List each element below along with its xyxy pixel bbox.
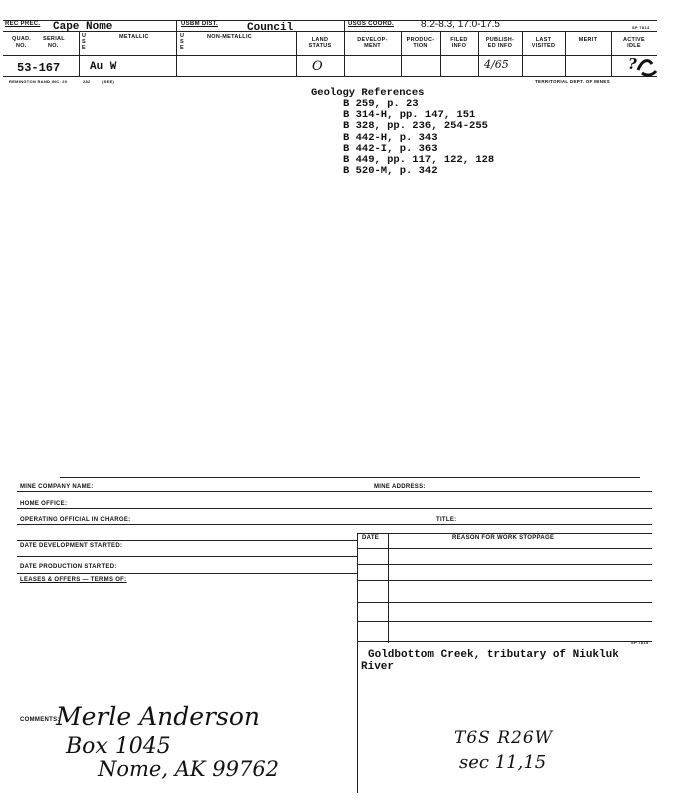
land-status-value: O xyxy=(312,59,323,74)
reason-label: REASON FOR WORK STOPPAGE xyxy=(452,535,555,541)
active-idle-mark xyxy=(636,56,658,78)
published-info-value: 4/65 xyxy=(484,58,509,71)
geology-title: Geology References xyxy=(311,87,425,99)
geology-ref: B 314-H, pp. 147, 151 xyxy=(343,109,476,122)
title-label: TITLE: xyxy=(436,517,457,523)
usgs-coord-label: USGS COORD. xyxy=(348,21,394,27)
form-number-top: SP 7814 xyxy=(632,25,650,30)
usbm-dist-label: USBM DIST. xyxy=(181,21,219,27)
active-idle-value: ? xyxy=(628,55,637,73)
metallic-value: Au W xyxy=(90,61,117,73)
last-visited-label: LAST VISITED xyxy=(531,37,556,49)
date-col-label: DATE xyxy=(362,535,380,541)
development-label: DEVELOP- MENT xyxy=(357,37,388,49)
geology-ref-list xyxy=(343,99,494,177)
mine-address-label: MINE ADDRESS: xyxy=(374,484,426,490)
geology-ref: B 520-M, p. 342 xyxy=(343,165,438,178)
handwritten-city: Nome, AK 99762 xyxy=(98,757,280,781)
location-line-1: Goldbottom Creek, tributary of Niukluk xyxy=(368,649,619,661)
geology-ref: B 259, p. 23 xyxy=(343,98,419,110)
land-status-label: LAND STATUS xyxy=(308,37,332,49)
use-letter-e-2: E xyxy=(180,45,184,51)
geology-ref: B 328, pp. 236, 254-255 xyxy=(343,120,488,133)
handwritten-name: Merle Anderson xyxy=(56,702,260,731)
comments-label: COMMENTS: xyxy=(20,717,60,723)
operating-official-label: OPERATING OFFICIAL IN CHARGE: xyxy=(20,517,131,523)
handwritten-township: T6S R26W xyxy=(454,728,554,748)
location-line-2: River xyxy=(361,661,395,673)
date-production-label: DATE PRODUCTION STARTED: xyxy=(20,564,117,570)
quad-no-label: NO. xyxy=(16,43,27,49)
printer-label: REMINGTON RAND INC. 20 xyxy=(9,79,68,84)
geology-ref: B 449, pp. 117, 122, 128 xyxy=(343,154,495,167)
usbm-dist-value: Council xyxy=(247,22,294,34)
rec-prec-label: REC PREC. xyxy=(5,21,41,27)
territorial-dept-label: TERRITORIAL DEPT. OF MINES xyxy=(535,79,610,84)
use-letter-s: S xyxy=(82,39,86,45)
use-letter-u-2: U xyxy=(180,33,185,39)
printer-code-2: (SEE) xyxy=(102,79,115,84)
leases-label: LEASES & OFFERS — TERMS OF: xyxy=(20,577,127,583)
serial-label: SERIAL xyxy=(43,36,65,42)
serial-no-label: NO. xyxy=(48,43,59,49)
non-metallic-label: NON-METALLIC xyxy=(207,34,253,40)
use-letter-s-2: S xyxy=(180,39,184,45)
filed-info-label: FILED INFO xyxy=(450,37,468,49)
metallic-label: METALLIC xyxy=(119,34,149,40)
published-info-label: PUBLISH- ED INFO xyxy=(485,37,515,49)
quad-label: QUAD. xyxy=(12,36,32,42)
handwritten-sections: sec 11,15 xyxy=(459,752,547,773)
use-letter-u: U xyxy=(82,33,87,39)
active-idle-label: ACTIVE IDLE xyxy=(623,37,645,49)
usgs-coord-value: 8.2-8.3, 17.0-17.5 xyxy=(421,19,500,30)
geology-ref: B 442-I, p. 363 xyxy=(343,142,438,155)
production-label: PRODUC- TION xyxy=(406,37,435,49)
use-letter-e: E xyxy=(82,45,86,51)
mine-company-name-label: MINE COMPANY NAME: xyxy=(20,484,94,490)
form-number-bottom: SP 7815 xyxy=(631,640,649,645)
quad-serial-value: 53-167 xyxy=(17,61,61,75)
home-office-label: HOME OFFICE: xyxy=(20,501,68,507)
geology-ref: B 442-H, p. 343 xyxy=(343,131,438,144)
date-development-label: DATE DEVELOPMENT STARTED: xyxy=(20,543,123,549)
merit-label: MERIT xyxy=(578,37,598,43)
rec-prec-value: Cape Nome xyxy=(53,21,113,33)
handwritten-box: Box 1045 xyxy=(66,734,171,759)
printer-code: 282 xyxy=(83,79,91,84)
